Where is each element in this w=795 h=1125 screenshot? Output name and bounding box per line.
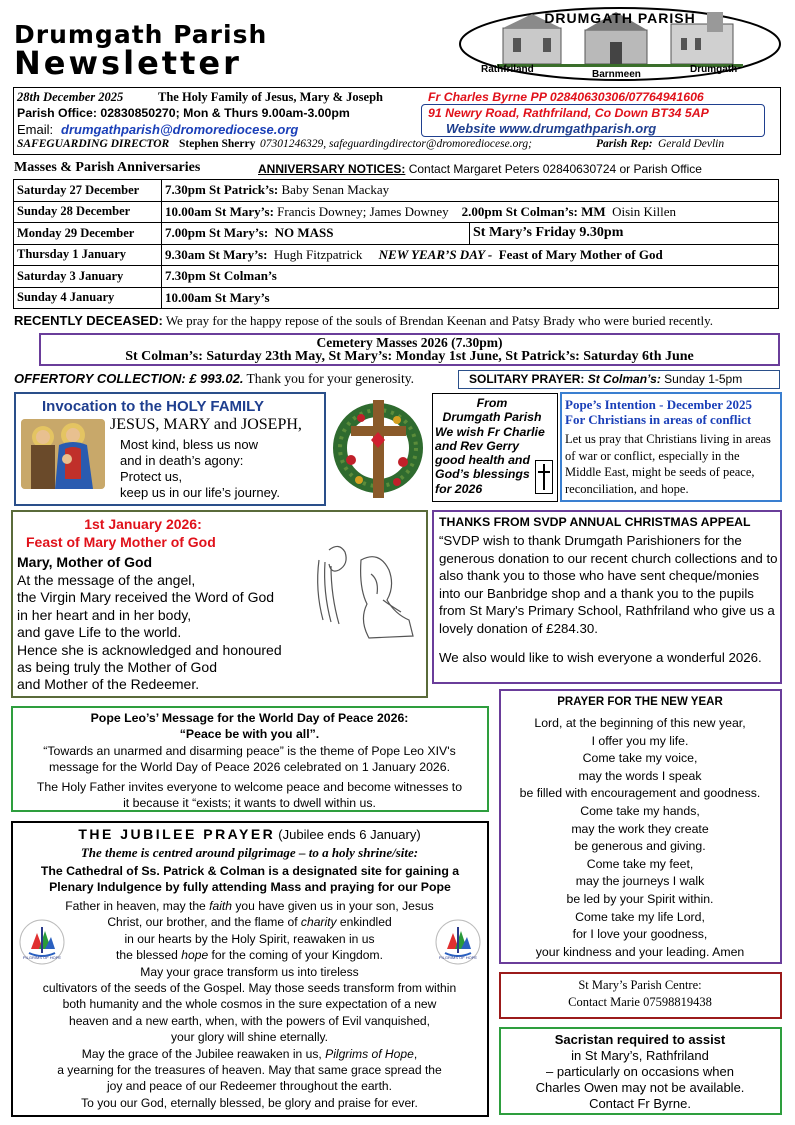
greeting-line: good health and	[435, 453, 530, 468]
wreath-cross-image	[331, 390, 426, 505]
jubilee-line: the blessed hope for the coming of your Kingdom.	[116, 948, 383, 963]
new-year-prayer-box	[499, 689, 782, 964]
logo-title: DRUMGATH PARISH	[544, 10, 696, 26]
mass-day: Saturday 3 January	[14, 266, 162, 288]
jubilee-line: To you our God, eternally blessed, be glory and praise for ever.	[81, 1095, 418, 1110]
new-year-prayer-title: PRAYER FOR THE NEW YEAR	[557, 696, 723, 708]
prayer-line: be filled with encouragement and goodness.	[519, 786, 761, 801]
parish-office-hours: Parish Office: 02830850270; Mon & Thurs 9.00am-3.00pm	[17, 106, 350, 120]
popes-intention-title: Pope’s Intention - December 2025	[565, 397, 753, 412]
sacristan-box	[499, 1027, 782, 1115]
peace-paragraph-1: “Towards an unarmed and disarming peace” is the theme of Pope Leo XIV's message for the World Day of Peace 2026 celebrated on 1 January 2026.	[43, 744, 456, 774]
prayer-line: be generous and giving.	[574, 839, 706, 854]
prayer-line: Come take my life Lord,	[575, 909, 705, 924]
newsletter-title-line1: Drumgath Parish	[14, 20, 268, 49]
mass-day: Sunday 4 January	[14, 287, 162, 309]
table-row	[14, 180, 779, 202]
mass-day: Thursday 1 January	[14, 244, 162, 266]
parish-centre-box	[499, 972, 782, 1019]
prayer-line: keep us in our life’s journey.	[120, 485, 280, 500]
jubilee-logo-text: PILGRIMS OF HOPE	[22, 955, 62, 960]
mass-extra: St Mary’s Friday 9.30pm	[470, 223, 779, 245]
offertory-thanks: Thank you for your generosity.	[246, 371, 414, 386]
sacristan-line: in St Mary’s, Rathfriland	[571, 1048, 709, 1063]
greeting-line: We wish Fr Charlie	[435, 424, 545, 439]
sacristan-line: Contact Fr Byrne.	[589, 1096, 691, 1111]
mary-feast-title: Feast of Mary Mother of God	[26, 534, 216, 550]
deceased-label: RECENTLY DECEASED:	[14, 313, 163, 328]
mary-sketch-image	[309, 540, 421, 644]
jubilee-cathedral: The Cathedral of Ss. Patrick & Colman is a designated site for gaining a Plenary Indulgence by fully attending Mass and praying for our Pope	[40, 864, 460, 894]
jubilee-line: cultivators of the seeds of the Gospel. May those seeds transform from within	[42, 981, 457, 996]
email-link[interactable]: drumgathparish@dromorediocese.org	[61, 122, 299, 137]
website-link[interactable]: Website www.drumgathparish.org	[446, 121, 657, 136]
jubilee-line: May the grace of the Jubilee reawaken in us, Pilgrims of Hope,	[81, 1046, 418, 1061]
popes-intention-box	[560, 392, 782, 502]
recently-deceased	[14, 313, 713, 329]
parish-address: 91 Newry Road, Rathfriland, Co Down BT34 5AP	[428, 106, 709, 120]
mary-feast-box	[11, 510, 428, 698]
new-year-prayer-text	[501, 715, 779, 961]
logo-place-3: Drumgath	[690, 64, 738, 75]
prayer-line: Most kind, bless us now	[120, 437, 259, 452]
jubilee-line: your glory will shine eternally.	[170, 1030, 329, 1045]
cemetery-title: Cemetery Masses 2026 (7.30pm)	[316, 335, 503, 350]
greeting-text	[433, 396, 551, 496]
safeguarding-label: SAFEGUARDING DIRECTOR	[17, 138, 170, 150]
solitary-time: Sunday 1-5pm	[664, 372, 743, 386]
prayer-line: Come take my feet,	[586, 856, 694, 871]
jubilee-prayer-box	[11, 821, 489, 1117]
svdp-wishes: We also would like to wish everyone a wonderful 2026.	[439, 650, 762, 665]
deceased-text: We pray for the happy repose of the souls of Brendan Keenan and Patsy Brady who were buried recently.	[165, 313, 714, 328]
masses-table	[13, 179, 779, 309]
jubilee-line: both humanity and the whole cosmos in the sure expectation of a new	[62, 997, 437, 1012]
jubilee-line: Christ, our brother, and the flame of charity enkindled	[107, 915, 392, 930]
offertory-collection	[14, 371, 414, 387]
table-row	[14, 244, 779, 266]
greeting-box	[432, 393, 558, 502]
prayer-line: for I love your goodness,	[572, 927, 708, 942]
prayer-line: be led by your Spirit within.	[566, 891, 714, 906]
prayer-line: your kindness and your leading. Amen	[535, 944, 745, 959]
newsletter-title-line2: Newsletter	[14, 44, 242, 82]
table-row	[14, 266, 779, 288]
anniversary-notices	[258, 162, 702, 176]
solitary-label: SOLITARY PRAYER:	[469, 372, 585, 386]
cemetery-masses-box	[39, 333, 780, 366]
jubilee-logo-right	[435, 919, 481, 965]
jubilee-line: a yearning for the treasures of heaven. May that same grace spread the	[57, 1063, 442, 1078]
jubilee-line: in our hearts by the Holy Spirit, reawaken in us	[124, 931, 375, 946]
priest-contact: Fr Charles Byrne PP 02840630306/07764941606	[428, 90, 704, 104]
peace-title: Pope Leo’s’ Message for the World Day of Peace 2026:	[90, 711, 409, 725]
prayer-line: Lord, at the beginning of this new year,	[534, 716, 746, 730]
parish-centre-title: St Mary’s Parish Centre:	[578, 978, 702, 992]
mary-line: At the message of the angel,	[17, 572, 196, 588]
anniversary-notices-label: ANNIVERSARY NOTICES:	[258, 162, 406, 176]
prayer-line: may the journeys I walk	[575, 874, 705, 889]
mass-day: Sunday 28 December	[14, 201, 162, 223]
holy-family-box	[14, 392, 326, 506]
cross-icon	[535, 460, 553, 494]
safeguarding-contact: 07301246329, safeguardingdirector@dromorediocese.org;	[260, 138, 532, 150]
mass-detail: 7.30pm St Colman’s	[162, 266, 779, 288]
svdp-text: “SVDP wish to thank Drumgath Parishioners for the generous donation to our recent church collections and to also thank you to those who have sent cheque/monies into our Banbridge shop and a thank you to the pupils from St Mary's Primary School, Rathfriland who give us a lovely donation of £284.30.	[439, 533, 778, 636]
prayer-line: and in death’s agony:	[120, 453, 244, 468]
sacristan-title: Sacristan required to assist	[554, 1032, 726, 1047]
jubilee-logo-text: PILGRIMS OF HOPE	[438, 955, 478, 960]
mass-day: Monday 29 December	[14, 223, 162, 245]
svdp-title: THANKS FROM SVDP ANNUAL CHRISTMAS APPEAL	[439, 515, 751, 529]
holy-family-names: JESUS, MARY and JOSEPH,	[110, 416, 302, 433]
jubilee-logo-left	[19, 919, 65, 965]
mass-detail: 7.00pm St Mary’s: NO MASS	[162, 223, 470, 245]
sacristan-text	[501, 1048, 779, 1112]
popes-intention-subtitle: For Christians in areas of conflict	[565, 412, 752, 427]
prayer-line: Come take my voice,	[582, 751, 698, 766]
logo-place-2: Barnmeen	[592, 69, 641, 80]
address-website-box	[421, 104, 765, 137]
prayer-line: may the work they create	[571, 821, 709, 836]
mary-heading: Mary, Mother of God	[17, 554, 153, 570]
peace-paragraph-2: The Holy Father invites everyone to welcome peace and become witnesses to it because it “exists; it wants to dwell within us.	[36, 780, 463, 810]
parish-logo	[455, 4, 785, 84]
safeguarding-name: Stephen Sherry	[179, 138, 256, 150]
greeting-line: God’s blessings	[435, 467, 530, 482]
jubilee-line: joy and peace of our Redeemer throughout the earth.	[106, 1079, 393, 1094]
feast-title: The Holy Family of Jesus, Mary & Joseph	[158, 90, 383, 104]
mary-line: the Virgin Mary received the Word of God	[17, 589, 275, 606]
mary-feast-date: 1st January 2026:	[84, 516, 202, 532]
greeting-line: and Rev Gerry	[435, 438, 520, 453]
svdp-box	[432, 510, 782, 684]
prayer-line: I offer you my life.	[591, 733, 689, 748]
solitary-prayer-box	[458, 370, 780, 389]
cemetery-dates: St Colman’s: Saturday 23th May, St Mary’s: Monday 1st June, St Patrick’s: Saturday 6th June	[125, 349, 694, 364]
greeting-line: for 2026	[435, 481, 483, 496]
mary-line: in her heart and in her body,	[17, 606, 192, 623]
popes-intention-text: Let us pray that Christians living in areas of war or conflict, especially in the Middle East, might be seeds of peace, reconciliation, and hope.	[565, 432, 771, 496]
jubilee-heading	[13, 826, 486, 843]
sacristan-line: – particularly on occasions when	[546, 1064, 734, 1079]
world-peace-box	[11, 706, 489, 812]
greeting-line: Drumgath Parish	[442, 410, 542, 425]
mary-line: Hence she is acknowledged and honoured	[17, 641, 282, 658]
holy-family-image	[21, 419, 105, 489]
anniversary-notices-text: Contact Margaret Peters 02840630724 or Parish Office	[408, 162, 702, 176]
table-row	[14, 201, 779, 223]
solitary-place: St Colman’s:	[587, 372, 661, 386]
jubilee-ends: (Jubilee ends 6 January)	[278, 827, 421, 842]
peace-subtitle: “Peace be with you all”.	[179, 727, 320, 741]
mary-line: and gave Life to the world.	[17, 624, 182, 641]
parish-rep-label: Parish Rep:	[596, 138, 653, 150]
mass-detail: 10.00am St Mary’s	[162, 287, 779, 309]
table-row	[14, 223, 779, 245]
offertory-amount: OFFERTORY COLLECTION: £ 993.02.	[14, 371, 244, 386]
mass-detail: 7.30pm St Patrick’s: Baby Senan Mackay	[162, 180, 779, 202]
sacristan-line: Charles Owen may not be available.	[535, 1080, 745, 1095]
mass-day: Saturday 27 December	[14, 180, 162, 202]
jubilee-prayer-text	[13, 898, 486, 1111]
holy-family-prayer	[120, 437, 280, 501]
newsletter-date: 28th December 2025	[17, 90, 124, 104]
masses-heading: Masses & Parish Anniversaries	[14, 160, 201, 175]
mary-line: and Mother of the Redeemer.	[17, 676, 200, 693]
mary-line: as being truly the Mother of God	[17, 659, 217, 676]
jubilee-line: May your grace transform us into tireless	[140, 964, 359, 979]
greeting-line: From	[476, 396, 508, 410]
prayer-line: Protect us,	[120, 469, 183, 484]
mass-detail: 10.00am St Mary’s: Francis Downey; James Downey 2.00pm St Colman’s: MM Oisin Killen	[162, 201, 779, 223]
mary-text	[17, 572, 282, 694]
mass-detail: 9.30am St Mary’s: Hugh Fitzpatrick NEW YEAR’S DAY - Feast of Mary Mother of God	[162, 244, 779, 266]
email-label: Email:	[17, 122, 54, 137]
parish-rep-name: Gerald Devlin	[658, 138, 725, 150]
jubilee-line: Father in heaven, may the faith you have given us in your son, Jesus	[65, 899, 434, 913]
parish-centre-contact: Contact Marie 07598819438	[568, 995, 712, 1009]
holy-family-title: Invocation to the HOLY FAMILY	[42, 398, 264, 415]
prayer-line: may the words I speak	[578, 768, 702, 783]
logo-place-1: Rathfriland	[481, 64, 534, 75]
prayer-line: Come take my hands,	[580, 803, 700, 818]
jubilee-theme: The theme is centred around pilgrimage – to a holy shrine/site:	[80, 845, 419, 860]
jubilee-title: THE JUBILEE PRAYER	[78, 826, 276, 842]
jubilee-line: heaven and a new earth, when, with the powers of Evil vanquished,	[68, 1013, 431, 1028]
table-row	[14, 287, 779, 309]
